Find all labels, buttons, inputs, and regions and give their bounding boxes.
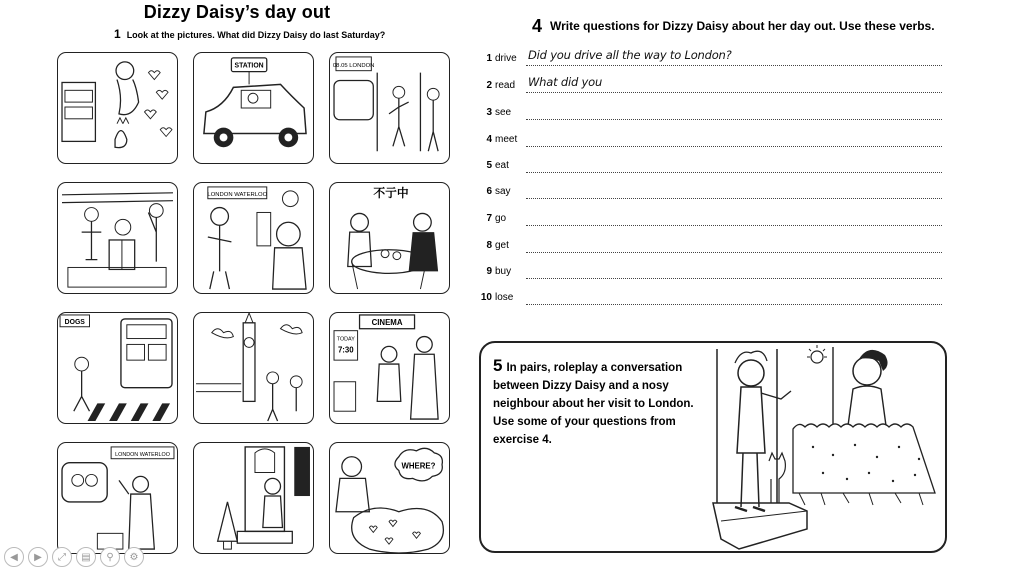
train-departure-illustration bbox=[58, 443, 177, 553]
question-verb: see bbox=[495, 107, 512, 118]
question-number: 7 bbox=[486, 213, 492, 224]
station-meeting-illustration bbox=[194, 183, 313, 293]
answer-line[interactable] bbox=[526, 65, 942, 66]
picture-panel-3 bbox=[329, 52, 450, 164]
exercise-4-number: 4 bbox=[532, 16, 543, 36]
restaurant-illustration bbox=[330, 183, 449, 293]
back-icon[interactable]: ◀ bbox=[4, 547, 24, 567]
chinese-sign: 不亍中 bbox=[373, 185, 409, 200]
viewer-navigation bbox=[4, 547, 144, 569]
forward-icon[interactable]: ▶ bbox=[28, 547, 48, 567]
question-row bbox=[478, 77, 948, 97]
exercise-1-instruction: Look at the pictures. What did Dizzy Daisy do last Saturday? bbox=[126, 30, 386, 40]
waterloo-sign: LONDON WATERLOO bbox=[207, 191, 268, 198]
big-ben-illustration bbox=[194, 313, 313, 423]
answer-line[interactable] bbox=[526, 146, 942, 147]
question-row bbox=[478, 50, 948, 70]
picture-panel-9 bbox=[329, 312, 450, 424]
picture-panel-4 bbox=[57, 182, 178, 294]
answer-line[interactable] bbox=[526, 172, 942, 173]
exercise-4-instruction: Write questions for Dizzy Daisy about her day out. Use these verbs. bbox=[550, 19, 935, 33]
question-verb: meet bbox=[495, 134, 518, 145]
exercise-5-text bbox=[493, 357, 708, 449]
exercise-5-box bbox=[479, 341, 947, 553]
question-verb: lose bbox=[495, 292, 514, 303]
answer-line[interactable] bbox=[526, 252, 942, 253]
neighbour-conversation-illustration bbox=[709, 343, 947, 553]
question-number: 3 bbox=[486, 107, 492, 118]
answer-line[interactable] bbox=[526, 225, 942, 226]
question-number: 8 bbox=[486, 240, 492, 251]
zoom-icon[interactable]: ⚲ bbox=[100, 547, 120, 567]
answer-line[interactable] bbox=[526, 304, 942, 305]
cinema-sign: CINEMA bbox=[371, 317, 403, 327]
question-number: 4 bbox=[486, 134, 492, 145]
shop-sign: DOGS bbox=[64, 318, 85, 326]
picture-panel-6 bbox=[329, 182, 450, 294]
exercise-5-instruction: In pairs, roleplay a conversation between Dizzy Daisy and a nosy neighbour about her visit to London. Use some of your questions from exercise 4. bbox=[493, 362, 694, 446]
question-verb: buy bbox=[495, 266, 512, 277]
cinema-illustration bbox=[330, 313, 449, 423]
answer-line[interactable] bbox=[526, 278, 942, 279]
front-door-illustration bbox=[194, 443, 313, 553]
station-sign: STATION bbox=[234, 62, 264, 70]
question-row bbox=[478, 131, 948, 151]
picture-panel-12 bbox=[329, 442, 450, 554]
exercise-5-number: 5 bbox=[493, 356, 503, 375]
answer-line[interactable] bbox=[526, 119, 942, 120]
thought-bubble-illustration bbox=[330, 443, 449, 553]
question-number: 1 bbox=[486, 53, 492, 64]
page-title: Dizzy Daisy’s day out bbox=[143, 2, 331, 22]
question-row bbox=[478, 263, 948, 283]
question-number: 9 bbox=[486, 266, 492, 277]
picture-grid bbox=[57, 52, 451, 558]
showtime-label: 7:30 bbox=[337, 345, 354, 355]
question-row bbox=[478, 210, 948, 230]
question-number: 5 bbox=[486, 160, 492, 171]
question-row bbox=[478, 183, 948, 203]
handwritten-answer: What did you bbox=[528, 75, 603, 89]
answer-line[interactable] bbox=[526, 198, 942, 199]
exercise-1-number: 1 bbox=[114, 27, 121, 41]
question-verb: go bbox=[495, 213, 507, 224]
settings-icon[interactable]: ⚙ bbox=[124, 547, 144, 567]
question-number: 6 bbox=[486, 186, 492, 197]
question-verb: read bbox=[495, 80, 516, 91]
bedroom-illustration bbox=[58, 53, 177, 163]
question-verb: drive bbox=[495, 53, 517, 64]
expand-icon[interactable]: ⤢ bbox=[52, 547, 72, 567]
picture-panel-1 bbox=[57, 52, 178, 164]
handwritten-answer: Did you drive all the way to London? bbox=[528, 48, 732, 62]
waterloo-sign-2: LONDON WATERLOO bbox=[115, 451, 170, 458]
question-row bbox=[478, 104, 948, 124]
picture-panel-2 bbox=[193, 52, 314, 164]
question-verb: say bbox=[495, 186, 511, 197]
picture-panel-8 bbox=[193, 312, 314, 424]
today-label: TODAY bbox=[336, 336, 355, 343]
picture-panel-7 bbox=[57, 312, 178, 424]
question-verb: get bbox=[495, 240, 509, 251]
train-carriage-illustration bbox=[58, 183, 177, 293]
question-row bbox=[478, 157, 948, 177]
print-icon[interactable]: ▤ bbox=[76, 547, 96, 567]
question-verb: eat bbox=[495, 160, 509, 171]
train-platform-illustration bbox=[330, 53, 449, 163]
car-illustration bbox=[194, 53, 313, 163]
question-row bbox=[478, 289, 948, 309]
exercise-1-heading bbox=[114, 27, 385, 41]
platform-sign: 08.05 LONDON bbox=[332, 62, 375, 69]
picture-panel-10 bbox=[57, 442, 178, 554]
answer-line[interactable] bbox=[526, 92, 942, 93]
question-number: 10 bbox=[480, 292, 492, 303]
picture-panel-11 bbox=[193, 442, 314, 554]
street-crossing-illustration bbox=[58, 313, 177, 423]
question-number: 2 bbox=[486, 80, 492, 91]
question-row bbox=[478, 237, 948, 257]
picture-panel-5 bbox=[193, 182, 314, 294]
where-bubble-text: WHERE? bbox=[401, 461, 436, 471]
exercise-4-heading bbox=[532, 16, 935, 37]
